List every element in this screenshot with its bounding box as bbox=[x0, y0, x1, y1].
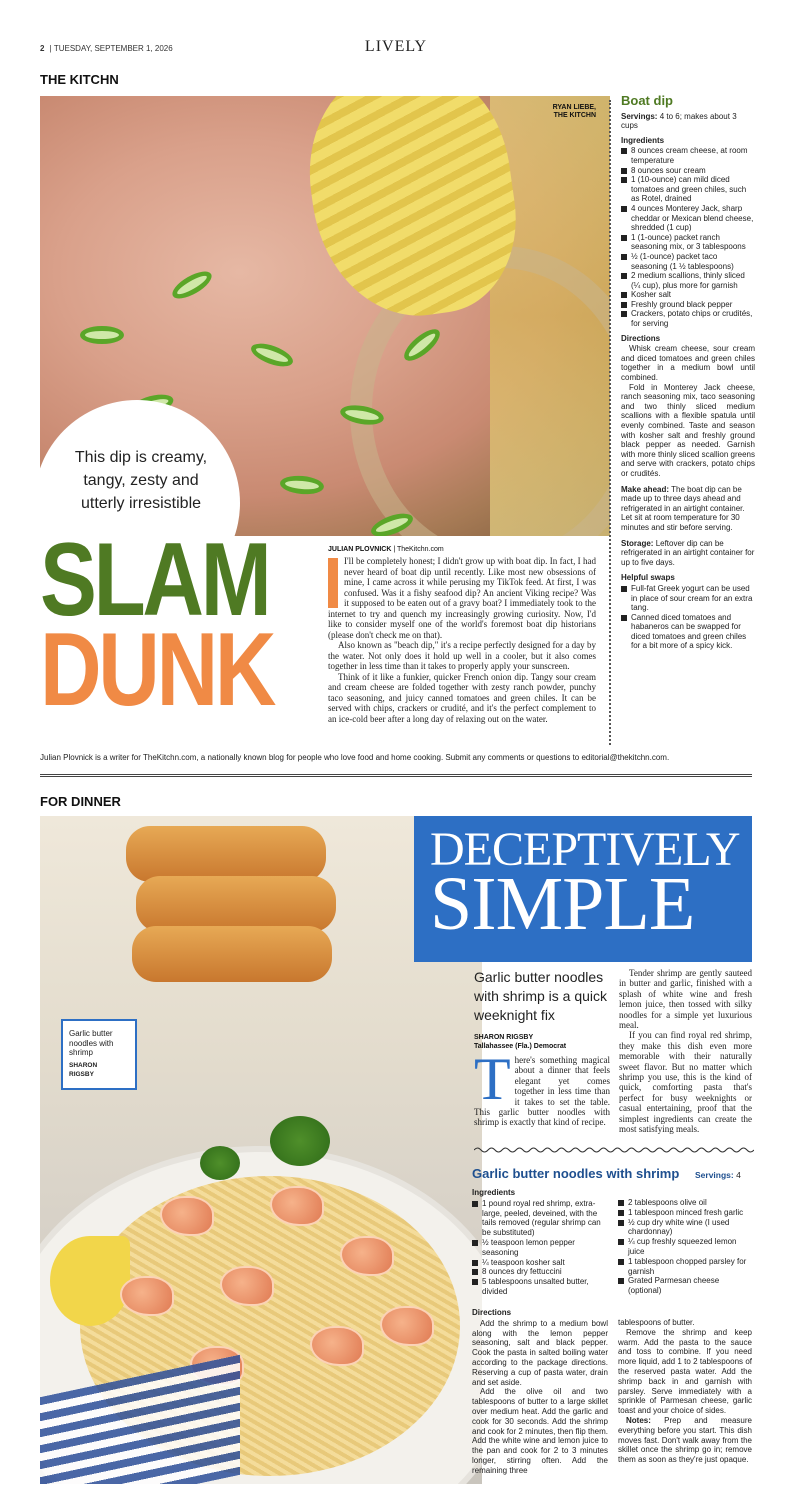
kicker-the-kitchn: THE KITCHN bbox=[40, 72, 119, 87]
ingredient: ½ teaspoon lemon pepper seasoning bbox=[472, 1238, 610, 1258]
scallion-slice bbox=[248, 339, 296, 371]
garlic-bread bbox=[136, 876, 336, 932]
direction-step: Fold in Monterey Jack cheese, ranch seasoning mix, taco seasoning and two thinly sliced medium scallions with a flexible spatula until evenly combined. Taste and season with kosher salt and freshly ground black pepper as needed. Garnish with more thinly sliced scallion greens and serve with crackers, potato chips or crudités. bbox=[621, 382, 755, 478]
dropcap: T bbox=[474, 1046, 511, 1112]
parsley bbox=[200, 1146, 240, 1180]
recipe-title: Garlic butter noodles with shrimp bbox=[472, 1166, 680, 1181]
parsley bbox=[270, 1116, 330, 1166]
story-body bbox=[619, 968, 752, 1135]
ingredient: ½ (1-ounce) packet taco seasoning (1 ½ tablespoons) bbox=[621, 252, 755, 271]
page-number: 2 bbox=[40, 44, 45, 53]
column-divider bbox=[609, 100, 611, 745]
page-date: TUESDAY, SEPTEMBER 1, 2026 bbox=[53, 44, 173, 53]
recipe-title: Boat dip bbox=[621, 93, 673, 108]
wavy-divider bbox=[474, 1146, 754, 1154]
byline-source: Tallahassee (Fla.) Democrat bbox=[474, 1042, 567, 1050]
ingredient: 4 ounces Monterey Jack, sharp cheddar or Mexican blend cheese, shredded (1 cup) bbox=[621, 204, 755, 233]
ingredients-col2 bbox=[618, 1198, 752, 1296]
lemon-wedge bbox=[50, 1236, 130, 1326]
story-paragraph: Also known as "beach dip," it's a recipe perfectly designed for a day by the water. Not only does it hold up well in a cooler, but it also comes together in less time than it takes to properly apply your sunscreen. bbox=[328, 640, 596, 671]
ingredient: ¼ teaspoon kosher salt bbox=[472, 1258, 610, 1268]
servings: Servings: 4 bbox=[695, 1170, 741, 1180]
ingredient: ½ cup dry white wine (I used chardonnay) bbox=[618, 1218, 752, 1238]
ingredients-list bbox=[621, 146, 755, 328]
story-body bbox=[328, 556, 596, 724]
quote-bubble-text: This dip is creamy, tangy, zesty and utterly irresistible bbox=[74, 449, 208, 512]
headline-slam: SLAM bbox=[40, 522, 269, 638]
ingredients-heading: Ingredients bbox=[621, 135, 665, 145]
ingredient: 8 ounces dry fettuccini bbox=[472, 1267, 610, 1277]
ingredient: Grated Parmesan cheese (optional) bbox=[618, 1276, 752, 1296]
story-paragraph: Tender shrimp are gently sauteed in butter and garlic, finished with a splash of white wine and fresh lemon juice, then tossed with silky noodles for a simple yet luxurious meal. bbox=[619, 968, 752, 1031]
ingredient: 5 tablespoons unsalted butter, divided bbox=[472, 1277, 610, 1297]
dropcap bbox=[328, 558, 338, 608]
swap-item: Canned diced tomatoes and habaneros can be swapped for diced tomatoes and green chiles for a bit more of a spicy kick. bbox=[621, 613, 755, 651]
ingredient: 2 tablespoons olive oil bbox=[618, 1198, 752, 1208]
section-name: LIVELY bbox=[364, 38, 428, 55]
swap-item: Full-fat Greek yogurt can be used in place of sour cream for an extra tang. bbox=[621, 584, 755, 613]
ingredient: Freshly ground black pepper bbox=[621, 300, 755, 310]
photo-credit: RYAN LIEBE, THE KITCHN bbox=[552, 104, 596, 120]
direction-step: Whisk cream cheese, sour cream and diced tomatoes and green chiles together in a medium bowl until combined. bbox=[621, 344, 755, 383]
story-lead: There's something magical about a dinner that feels elegant yet comes together in less time than it takes to set the table. This garlic butter noodles with shrimp is exactly that kind of recipe. bbox=[474, 1046, 610, 1128]
notes: Notes: Prep and measure everything before you start. This dish moves fast. Don't walk away from the skillet once the shrimp go in; remove them as soon as they're just opaque. bbox=[618, 1415, 752, 1465]
byline-name: SHARON RIGSBY bbox=[474, 1034, 534, 1041]
ingredient: 1 (1-ounce) packet ranch seasoning mix, or 3 tablespoons bbox=[621, 233, 755, 252]
story-paragraph: Think of it like a funkier, quicker French onion dip. Tangy sour cream and cream cheese are folded together with zesty ranch powder, punchy taco seasoning, and juicy canned tomatoes and green chiles. It can be served with chips, crackers or crudité, and it's the perfect complement to an ice-cold beer after a long day of relaxing out on the water. bbox=[328, 671, 596, 724]
scallion-slice bbox=[168, 266, 215, 304]
direction-step: Add the olive oil and two tablespoons of butter to a large skillet over medium heat. Add the garlic and cook for 30 seconds. Add the shrimp and cook for 2 minutes, then flip them. Add the white wine and lemon juice to the pan and cook for 2 to 3 minutes longer, stirring often. Add the remaining three bbox=[472, 1387, 608, 1475]
swaps-heading: Helpful swaps bbox=[621, 573, 675, 583]
servings: Servings: 4 to 6; makes about 3 cups bbox=[621, 111, 737, 131]
author-tagline: Julian Plovnick is a writer for TheKitchn.com, a nationally known blog for people who love food and home cooking. Submit any comments or questions to editorial@thekitchn.com. bbox=[40, 753, 670, 762]
recipe-sidebar bbox=[621, 93, 755, 651]
ingredient: 1 tablespoon minced fresh garlic bbox=[618, 1208, 752, 1218]
directions-heading: Directions bbox=[472, 1308, 512, 1317]
ingredient: 2 medium scallions, thinly sliced (¼ cup), plus more for garnish bbox=[621, 271, 755, 290]
directions-col1 bbox=[472, 1308, 608, 1476]
ingredient: 8 ounces cream cheese, at room temperature bbox=[621, 146, 755, 165]
storage: Storage: Leftover dip can be refrigerated in an airtight container for up to five days. bbox=[621, 538, 755, 567]
section-rule bbox=[40, 774, 752, 777]
scallion-slice bbox=[279, 474, 324, 496]
story-paragraph: If you can find royal red shrimp, they make this dish even more memorable with their naturally sweet flavor. But no matter which shrimp you use, this is the kind of quick, comforting pasta that's perfect for busy weeknights or casual entertaining, proof that the simplest ingredients can create the most satisfying meals. bbox=[619, 1030, 752, 1135]
ingredient: Kosher salt bbox=[621, 290, 755, 300]
headline-deceptively: DECEPTIVELY bbox=[430, 823, 740, 876]
ingredient: 8 ounces sour cream bbox=[621, 166, 755, 176]
story-deck: Garlic butter noodles with shrimp is a quick weeknight fix bbox=[474, 969, 608, 1023]
direction-continuation: tablespoons of butter. bbox=[618, 1318, 695, 1327]
headline-dunk: DUNK bbox=[40, 612, 274, 728]
scallion-slice bbox=[80, 326, 124, 344]
direction-step: Remove the shrimp and keep warm. Add the pasta to the sauce and toss to combine. If you need more liquid, add 1 to 2 tablespoons of the reserved pasta water. Add the shrimp back in and garnish with parsley. Serve immediately with a sprinkle of Parmesan cheese, garlic toast and your choice of sides. bbox=[618, 1327, 752, 1416]
byline-name: JULIAN PLOVNICK bbox=[328, 546, 392, 553]
byline: JULIAN PLOVNICK | TheKitchn.com bbox=[328, 546, 444, 553]
kicker-for-dinner: FOR DINNER bbox=[40, 794, 121, 809]
garlic-bread bbox=[132, 926, 332, 982]
byline-source: TheKitchn.com bbox=[397, 546, 444, 553]
directions-col2 bbox=[618, 1318, 752, 1465]
direction-step: Add the shrimp to a medium bowl along with the lemon pepper seasoning, salt and black pepper. Cook the pasta in salted boiling water according to the package directions. Reserving a cup of pasta water, drain and set aside. bbox=[472, 1318, 608, 1387]
headline-simple: SIMPLE bbox=[430, 862, 695, 946]
ingredient: 1 pound royal red shrimp, extra-large, peeled, deveined, with the tails removed (regular shrimp can be substituted) bbox=[472, 1199, 610, 1238]
story-paragraph: I'll be completely honest; I didn't grow up with boat dip. In fact, I had never heard of boat dip until recently. Like most new obsessions of mine, I came across it while perusing my TikTok feed. At first, I was confused. Was it a fishy seafood dip? An ancient Viking recipe? Was it supposed to be eaten out of a gravy boat? I immediately took to the internet to try and quench my increasingly growing curiosity. Now, I'd like to consider myself one of the world's foremost boat dip historians (please don't check me on that). bbox=[328, 556, 596, 640]
garlic-bread bbox=[126, 826, 326, 882]
ingredient: 1 tablespoon chopped parsley for garnish bbox=[618, 1257, 752, 1277]
photo-caption: Garlic butter noodles with shrimp SHARON RIGSBY bbox=[61, 1019, 137, 1090]
ingredient: Crackers, potato chips or crudités, for serving bbox=[621, 309, 755, 328]
ingredient: 1 (10-ounce) can mild diced tomatoes and green chiles, such as Rotel, drained bbox=[621, 175, 755, 204]
ingredients-col1 bbox=[472, 1188, 610, 1297]
ingredients-heading: Ingredients bbox=[472, 1188, 516, 1197]
make-ahead: Make ahead: The boat dip can be made up to three days ahead and refrigerated in an airtight container. Let sit at room temperature for 30 minutes and stir before serving. bbox=[621, 484, 745, 532]
swaps-list bbox=[621, 584, 755, 651]
directions-heading: Directions bbox=[621, 333, 661, 343]
folio: 2 | TUESDAY, SEPTEMBER 1, 2026 bbox=[40, 44, 173, 53]
ingredient: ¼ cup freshly squeezed lemon juice bbox=[618, 1237, 752, 1257]
